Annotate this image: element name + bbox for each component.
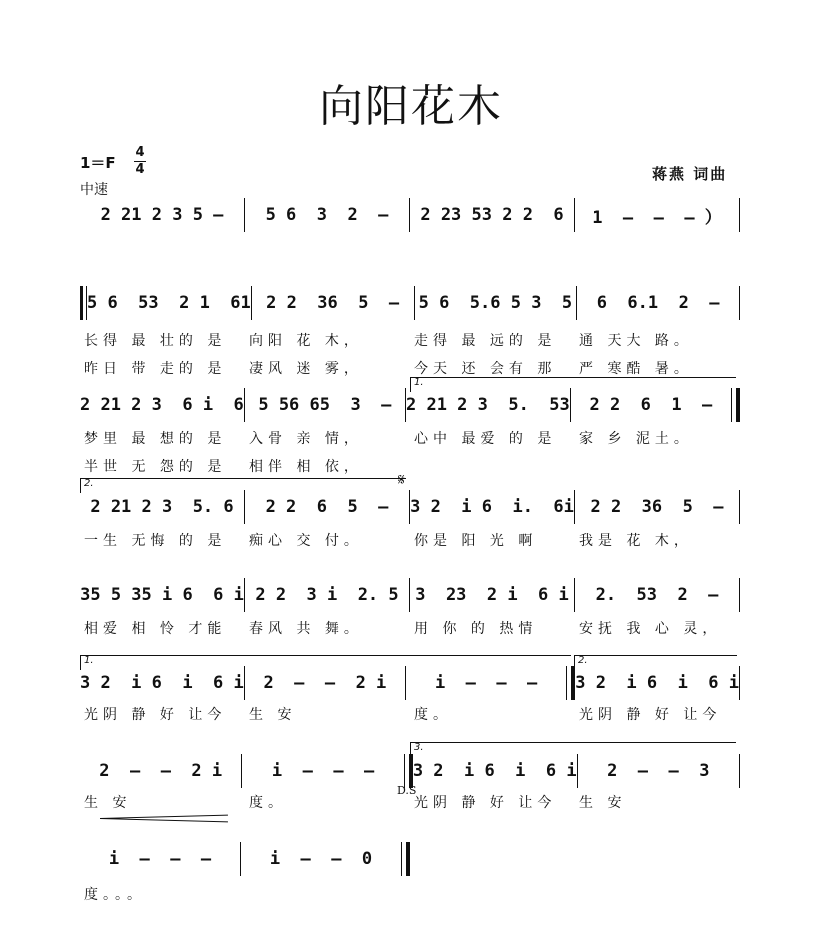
lyric: 今天 还 会有 那 — [414, 361, 557, 377]
measure: 35 5 35 i 6 6 i — [80, 585, 244, 605]
lyric: 生 安 — [84, 795, 132, 811]
lyric: 生 安 — [579, 795, 627, 811]
lyric: 度。 — [414, 707, 452, 723]
barline — [739, 666, 740, 700]
notation-row-8 — [80, 842, 410, 876]
meter-bottom: 4 — [135, 162, 145, 177]
barline — [739, 198, 740, 232]
barline — [739, 754, 740, 788]
volta-label: 1. — [84, 655, 94, 666]
repeat-start — [80, 286, 87, 320]
lyric: 度。 — [249, 795, 287, 811]
lyric: 安抚 我 心 灵， — [579, 621, 722, 637]
repeat-end — [731, 388, 740, 422]
lyric: 光阴 静 好 让今 — [414, 795, 557, 811]
lyric: 走得 最 远的 是 — [414, 333, 557, 349]
measure: 2 23 53 2 2 6 — [420, 205, 564, 225]
meter-top: 4 — [135, 145, 145, 160]
key-signature: 1＝F — [80, 154, 116, 172]
measure: 2 2 36 5 – — [266, 293, 400, 313]
volta-label: 1. — [414, 377, 424, 388]
time-signature — [134, 146, 146, 177]
lyric: 一生 无悔 的 是 — [84, 533, 227, 549]
volta-label: 2. — [84, 478, 94, 489]
lyric: 入骨 亲 情， — [249, 431, 363, 447]
measure: 5 6 5.6 5 3 5 — [418, 293, 573, 313]
measure: 2 2 36 5 – — [590, 497, 724, 517]
measure: 5 56 65 3 – — [258, 395, 392, 415]
lyric-line — [80, 358, 740, 378]
notation-row-2 — [80, 286, 740, 320]
lyric — [410, 456, 575, 476]
segno-icon: 𝄋 — [398, 470, 405, 489]
lyric-line — [80, 530, 740, 550]
lyric: 昨日 带 走的 是 — [84, 361, 227, 377]
barline — [739, 490, 740, 524]
lyric: 春风 共 舞。 — [249, 621, 363, 637]
measure: 2 – – 2 i — [263, 673, 387, 693]
notation-row-1 — [80, 198, 740, 232]
lyric — [575, 456, 740, 476]
repeat-end — [566, 666, 575, 700]
lyric: 向阳 花 木， — [249, 333, 363, 349]
measure: i – – – — [108, 849, 212, 869]
lyric-line — [80, 330, 740, 350]
lyric: 光阴 静 好 让今 — [84, 707, 227, 723]
barline — [739, 286, 740, 320]
ds-marking: D.S — [397, 784, 417, 797]
lyric — [575, 884, 740, 904]
lyric: 相伴 相 依， — [249, 459, 363, 475]
measure: 2 2 6 1 – — [589, 395, 713, 415]
lyric: 家 乡 泥土。 — [579, 431, 693, 447]
volta-label: 2. — [578, 655, 588, 666]
final-barline — [401, 842, 410, 876]
measure: 3 2 i 6 i 6 i — [575, 673, 739, 693]
lyric: 相爱 相 怜 才能 — [84, 621, 227, 637]
measure: 5 6 3 2 – — [265, 205, 389, 225]
notation-row-7 — [80, 754, 740, 788]
lyric: 光阴 静 好 让今 — [579, 707, 722, 723]
song-title: 向阳花木 — [319, 81, 503, 132]
notation-row-5 — [80, 578, 740, 612]
measure: 2 2 6 5 – — [265, 497, 389, 517]
measure: 2 21 2 3 5. 53 — [406, 395, 570, 415]
notation-row-6 — [80, 666, 740, 700]
measure: 3 2 i 6 i. 6i — [410, 497, 574, 517]
lyric — [245, 884, 410, 904]
lyric: 用 你 的 热情 — [414, 621, 538, 637]
lyric: 严 寒酷 暑。 — [579, 361, 693, 377]
measure: 2 – – 3 — [607, 761, 710, 781]
lyric: 长得 最 壮的 是 — [84, 333, 227, 349]
measure: 3 2 i 6 i 6 i — [80, 673, 244, 693]
measure: 3 2 i 6 i 6 i — [412, 761, 577, 781]
lyric: 梦里 最 想的 是 — [84, 431, 227, 447]
measure: 2. 53 2 – — [595, 585, 719, 605]
measure: 2 21 2 3 5 – — [100, 205, 224, 225]
measure: 5 6 53 2 1 61 — [87, 293, 251, 313]
lyric-line — [80, 792, 740, 812]
lyric: 痴心 交 付。 — [249, 533, 363, 549]
barline — [739, 578, 740, 612]
decrescendo-hairpin — [100, 818, 228, 822]
measure: 1 – – – ） — [592, 207, 722, 228]
lyric: 半世 无 怨的 是 — [84, 459, 227, 475]
lyric: 生 安 — [249, 707, 297, 723]
lyric-line — [80, 456, 740, 476]
lyric: 度。。。 — [84, 887, 146, 903]
notation-row-4 — [80, 490, 740, 524]
lyric: 凄风 迷 雾， — [249, 361, 363, 377]
lyric-line — [80, 704, 740, 724]
measure: i – – 0 — [269, 849, 373, 869]
measure: 2 – – 2 i — [99, 761, 223, 781]
measure: 2 21 2 3 6 i 6 — [80, 395, 244, 415]
lyric-line — [80, 884, 740, 904]
repeat-end — [404, 754, 413, 788]
lyric-line — [80, 618, 740, 638]
lyric-line — [80, 428, 740, 448]
lyric: 你是 阳 光 啊 — [414, 533, 538, 549]
measure: 2 21 2 3 5. 6 — [90, 497, 234, 517]
notation-row-3 — [80, 388, 740, 422]
tempo-marking: 中速 — [80, 182, 108, 198]
lyric — [410, 884, 575, 904]
lyric: 通 天大 路。 — [579, 333, 693, 349]
measure: 6 6.1 2 – — [596, 293, 720, 313]
volta-label: 3. — [414, 742, 424, 753]
author-credit: 蒋燕 词曲 — [652, 165, 728, 183]
lyric: 心中 最爱 的 是 — [414, 431, 557, 447]
measure: 2 2 3 i 2. 5 — [255, 585, 399, 605]
measure: 3 23 2 i 6 i — [415, 585, 569, 605]
measure: i – – – — [434, 673, 538, 693]
measure: i – – – — [271, 761, 375, 781]
lyric: 我是 花 木， — [579, 533, 693, 549]
